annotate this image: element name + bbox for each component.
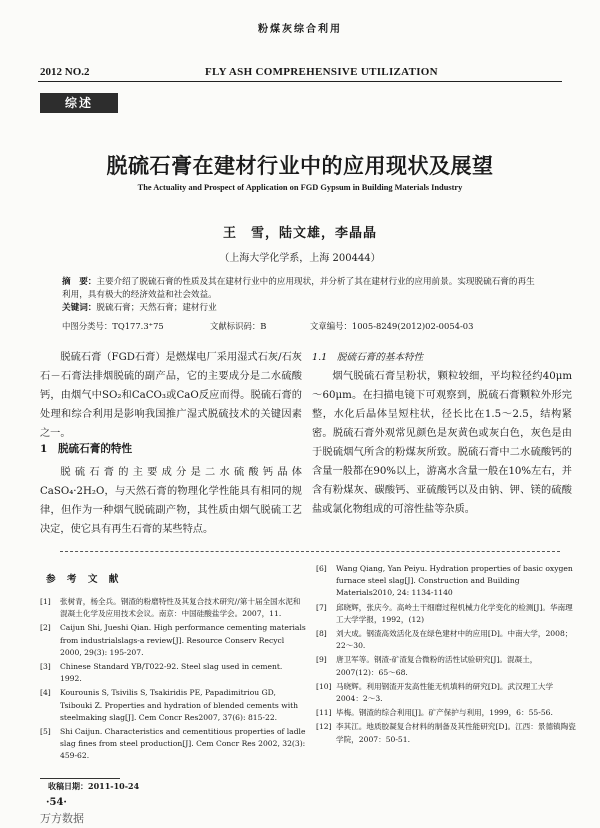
footnote-rule (40, 778, 120, 779)
reference-item: [6] Wang Qiang, Yan Peiyu. Hydration properties of basic oxygen furnace steel slag[J]. Construction and Building Materials2010, 24: 1134-1140 (316, 564, 573, 598)
article-title-cn: 脱硫石膏在建材行业中的应用现状及展望 (106, 153, 494, 178)
reference-item: [5] Shi Caijun. Characteristics and cementitious properties of ladle slag fines from steel production[J]. Cem Concr Res 2002, 32(3): 459-62. (40, 727, 306, 761)
reference-item: [3] Chinese Standard YB/T022-92. Steel slag used in cement. 1992. (40, 662, 283, 684)
section-badge: 综述 (40, 93, 118, 113)
affiliation: （上海大学化学系，上海 200444） (219, 253, 381, 264)
article-title-en: The Actuality and Prospect of Application on FGD Gypsum in Building Materials Industry (137, 183, 463, 192)
keywords-text: 脱硫石膏；天然石膏；建材行业 (96, 303, 217, 313)
reference-item: [2] Caijun Shi, Jueshi Qian. High performance cementing materials from industrialslags-a review[J]. Resource Conserv Recycl 2000, 29(3): 195-207. (40, 623, 306, 657)
article-number: 文章编号：1005-8249(2012)02-0054-03 (310, 321, 474, 331)
authors: 王 雪，陆文雄，李晶晶 (222, 226, 377, 241)
header-rule (38, 81, 562, 82)
clc-number: 中图分类号：TQ177.3⁺75 (62, 321, 164, 331)
reference-item: [8] 刘大成。钢渣高效活化及在绿色建材中的应用[D]。中南大学，2008；22～30. (316, 629, 573, 651)
keywords-label: 关键词： (62, 303, 97, 313)
abstract-label: 摘 要： (62, 277, 97, 287)
intro-text: 脱硫石膏（FGD石膏）是燃煤电厂采用湿式石灰/石灰石－石膏法排烟脱硫的副产品，它的主要成分是二水硫酸钙，由烟气中SO₂和CaCO₃或CaO反应而得。脱硫石膏的处理和综合利用是影响我国推广湿式脱硫技术的关键因素之一。 (40, 352, 302, 439)
references-divider (60, 551, 560, 552)
journal-name-en: FLY ASH COMPREHENSIVE UTILIZATION (205, 66, 438, 78)
references-left-column (40, 596, 306, 765)
page-number: ·54· (46, 797, 67, 808)
issue-number: 2012 NO.2 (40, 66, 90, 78)
section-1-body (40, 463, 302, 539)
reference-item: [12] 李其江。地质胶凝复合材料的制备及其性能研究[D]。江西：景德镇陶瓷学院，2007：50-51. (316, 722, 576, 744)
journal-name-cn: 粉煤灰综合利用 (258, 24, 342, 35)
reference-item: [1] 张树青，杨全兵。钢渣的粉磨特性及其复合技术研究//第十届全国水泥和混凝土化学及应用技术会议。南京：中国硅酸盐学会。2007，11. (40, 597, 301, 619)
watermark: 万方数据 (40, 812, 84, 825)
subsection-1-1-body (312, 367, 572, 519)
document-code: 文献标识码：B (210, 321, 267, 331)
abstract-text: 主要介绍了脱硫石膏的性质及其在建材行业中的应用现状，并分析了其在建材行业的应用前景。实现脱硫石膏的再生利用，具有极大的经济效益和社会效益。 (62, 277, 535, 300)
references-heading: 参 考 文 献 (46, 574, 123, 585)
reference-item: [11] 毕梅。钢渣的综合利用[J]。矿产保护与利用，1999，6：55-56. (316, 708, 553, 718)
reference-item: [9] 唐卫军等。钢渣-矿渣复合微粉的活性试验研究[J]。混凝土，2007(12)：65～68. (316, 655, 538, 677)
references-right-column (316, 563, 576, 748)
reference-item: [7] 邱晓辉，张庆今。高岭土干细磨过程机械力化学变化的检测[J]。华南理工大学学报，1992，(12) (316, 602, 573, 624)
received-date: 收稿日期：2011-10-24 (48, 781, 140, 791)
intro-paragraph (40, 348, 302, 443)
section-1-heading: 1 脱硫石膏的特性 (40, 443, 133, 455)
subsection-1-1-heading: 1.1 脱硫石膏的基本特性 (312, 352, 424, 363)
reference-item: [4] Kourounis S, Tsivilis S, Tsakiridis PE, Papadimitriou GD, Tsibouki Z. Properties and hydration of blended cements with steelmaking slag[J]. Cem Concr Res2007, 37(6): 815-22. (40, 688, 299, 722)
subsection-1-1-text: 烟气脱硫石膏呈粉状，颗粒较细，平均粒径约40μm～60μm。在扫描电镜下可观察到，脱硫石膏颗粒外形完整，水化后晶体呈短柱状，径长比在1.5～2.5，结构紧密。脱硫石膏外观常见颜色是灰黄色或灰白色，灰色是由于脱硫烟气所含的粉煤灰所致。脱硫石膏中二水硫酸钙的含量一般都在90%以上，游离水含量一般在10%左右，并含有粉煤灰、碳酸钙、亚硫酸钙以及由钠、钾、镁的硫酸盐或氯化物组成的可溶性盐等杂质。 (312, 371, 572, 515)
section-1-text: 脱硫石膏的主要成分是二水硫酸钙晶体CaSO₄·2H₂O，与天然石膏的物理化学性能具有相同的规律，但作为一种烟气脱硫副产物，其性质由烟气脱硫工艺决定，使它具有再生石膏的某些特点。 (40, 467, 302, 535)
abstract (62, 276, 540, 315)
reference-item: [10] 马晓辉。利用钢渣开发高性能无机填料的研究[D]。武汉理工大学2004：2～3. (316, 681, 554, 704)
